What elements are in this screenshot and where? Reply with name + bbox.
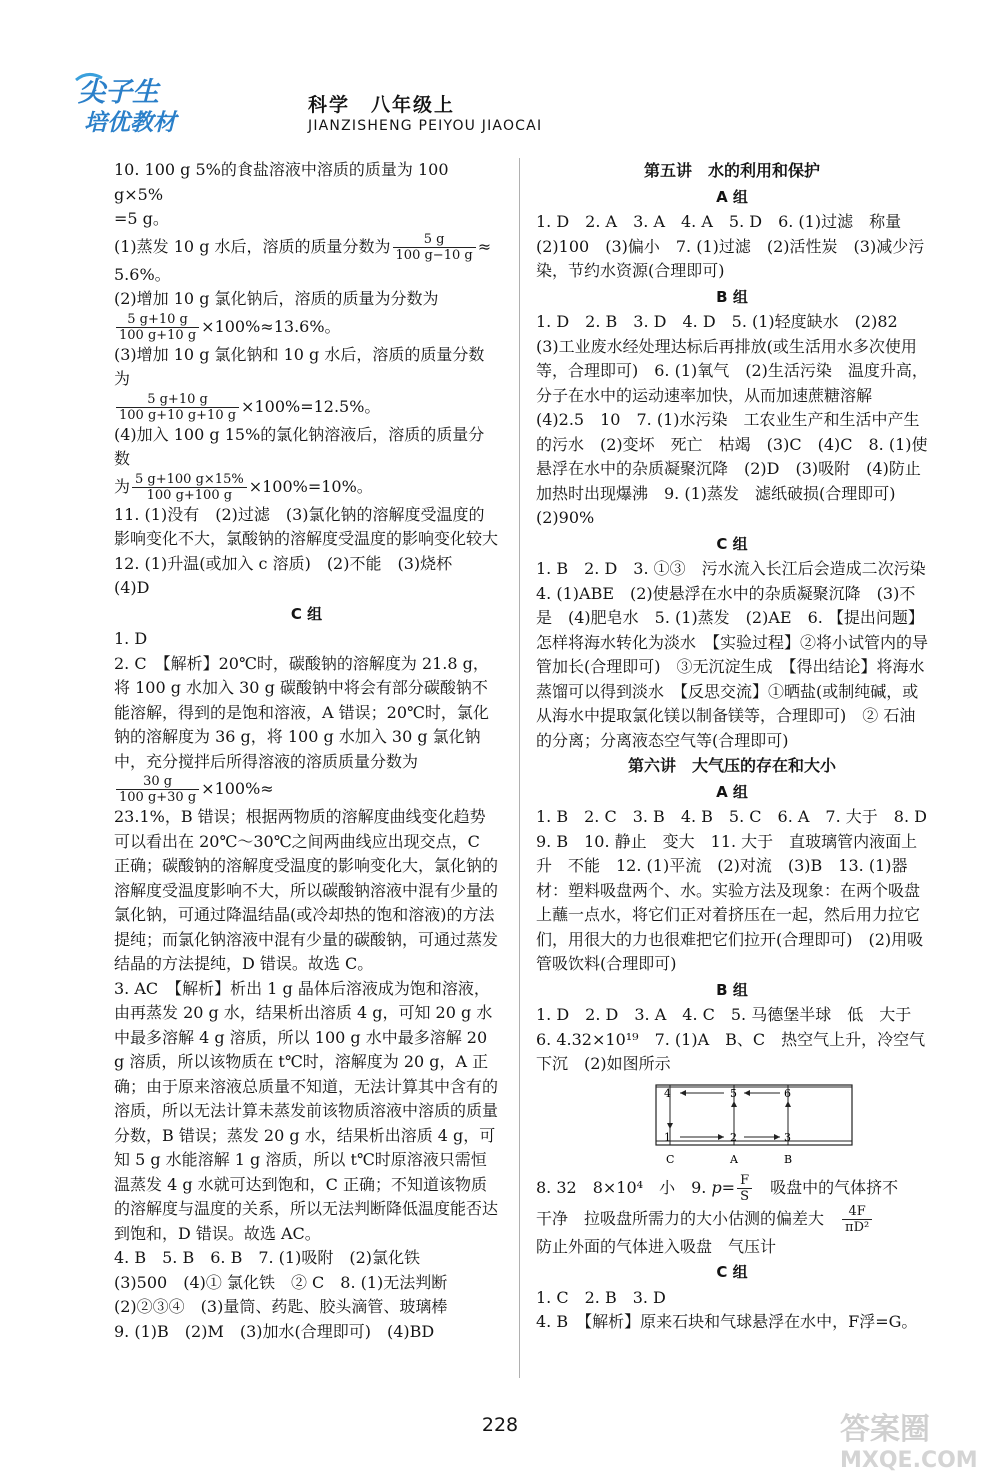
convection-diagram [654, 1081, 854, 1169]
q10-part3-result: ×100%=12.5%。 [241, 396, 381, 416]
lecture5-group-b: B 组 [716, 287, 748, 306]
fraction-5 [116, 774, 199, 805]
lecture5-group-c: C 组 [716, 534, 748, 553]
fraction-3-den: 100 g+10 g+10 g [119, 407, 237, 423]
brand-logo [70, 68, 220, 138]
q10-part4-prefix: 为 [114, 476, 131, 496]
fraction-3-num: 5 g+10 g [116, 392, 239, 408]
column-divider [519, 158, 520, 1378]
fraction-2-den: 100 g+10 g [119, 327, 197, 343]
b8-answer [536, 1173, 928, 1204]
c4-answer: 4. B 5. B 6. B 7. (1)吸附 (2)氯化铁 [114, 1248, 421, 1267]
c2-approx: ×100%≈ [201, 779, 274, 798]
c4-answer-2: (3)500 (4)① 氯化铁 ② C 8. (1)无法判断 [114, 1272, 448, 1292]
q10-line1: 10. 100 g 5%的食盐溶液中溶质的质量为 100 g×5% [114, 160, 449, 204]
fraction-2 [116, 312, 199, 343]
fraction-6-num: F [737, 1173, 752, 1189]
q10-part4: (4)加入 100 g 15%的氯化钠溶液后，溶质的质量分数 [114, 424, 485, 468]
c2-text: 2. C 【解析】20℃时，碳酸钠的溶解度为 21.8 g，将 100 g 水加入 30 g 碳酸钠中将会有部分碳酸钠不能溶解，得到的是饱和溶液，A 错误；20℃时，氯化钠的溶解度为 36 g，将 100 g 水加入 30 g 氯化钠中，充分搅拌后所得溶液的溶质质量分数为 [114, 653, 489, 771]
lecture5-a-answers: 1. D 2. A 3. A 4. A 5. D 6. (1)过滤 称量 (2)100 (3)偏小 7. (1)过滤 (2)活性炭 (3)减少污染，节约水资源(合理即可) [536, 212, 925, 280]
fraction-4 [132, 472, 247, 503]
q10-part4-formula [114, 472, 499, 503]
fraction-7 [842, 1204, 872, 1235]
q11-answer: 11. (1)没有 (2)过滤 (3)氯化钠的溶解度受温度的影响变化不大，氯酸钠的溶解度受温度的影响变化较大 [114, 504, 499, 548]
diagram-label-5: 5 [730, 1086, 737, 1100]
fraction-7-num: 4F [842, 1204, 872, 1220]
left-column [114, 158, 499, 1344]
c9-answer: 9. (1)B (2)M (3)加水(合理即可) (4)BD [114, 1321, 435, 1341]
fraction-3 [116, 392, 239, 423]
q12-answer: 12. (1)升温(或加入 c 溶质) (2)不能 (3)烧杯 (4)D [114, 553, 469, 597]
q10-part2: (2)增加 10 g 氯化钠后，溶质的质量为分数为 [114, 289, 439, 308]
subject-title: 科学 八年级上 [308, 94, 456, 116]
c3-answer: 3. AC 【解析】析出 1 g 晶体后溶液成为饱和溶液，由再蒸发 20 g 水，结果析出溶质 4 g，可知 20 g 水中最多溶解 4 g 溶质，所以 100 g 水中最多溶解 20 g 溶质，所以该物质在 t℃时，溶解度为 20 g，A 正确；由于原来溶液总质量不知道，无法计算其中含有的溶质，所以无法计算未蒸发前该物质溶液中溶质的质量分数，B 错误；蒸发 20 g 水，结果析出溶质 4 g，可知 5 g 水能溶解 1 g 溶质，所以 t℃时原溶液只需恒温蒸发 4 g 水就可达到饱和，C 正确；不知道该物质的溶解度与温度的关系，所以无法判断降低温度能否达到饱和，D 错误。故选 AC。 [114, 978, 499, 1243]
fraction-6-den: S [740, 1188, 750, 1204]
q10-part4-result: ×100%=10%。 [248, 476, 373, 496]
b8-text: 8. 32 8×10⁴ 小 9. [536, 1177, 712, 1197]
c4-answer-3: (2)②③④ (3)量筒、药匙、胶头滴管、玻璃棒 [114, 1297, 448, 1316]
right-column [536, 158, 943, 1335]
lecture6-group-b: B 组 [716, 980, 748, 999]
lecture6-group-a: A 组 [716, 782, 748, 801]
b8-text-2: 吸盘中的气体挤不 [754, 1177, 899, 1197]
q10-part2-formula [114, 312, 499, 343]
page-number: 228 [481, 1414, 519, 1436]
diagram-label-2: 2 [730, 1130, 737, 1144]
fraction-2-num: 5 g+10 g [116, 312, 199, 328]
lecture6-c4-answer: 4. B 【解析】原来石块和气球悬浮在水中，F浮=G。 [536, 1312, 918, 1331]
watermark-line1: 答案圈 [840, 1412, 930, 1447]
diagram-label-6: 6 [784, 1086, 791, 1100]
diagram-label-b: B [784, 1152, 793, 1166]
group-c-heading: C 组 [290, 604, 323, 623]
q10-part1-result: 5.6%。 [114, 264, 171, 284]
q10-part1-text: (1)蒸发 10 g 水后，溶质的质量分数为 [114, 236, 391, 256]
fraction-4-den: 100 g+100 g [146, 487, 233, 503]
fraction-5-num: 30 g [116, 774, 199, 790]
lecture6-c-answers: 1. C 2. B 3. D [536, 1287, 666, 1307]
diagram-label-3: 3 [784, 1130, 791, 1144]
lecture5-group-a: A 组 [716, 187, 748, 206]
q10-line2: =5 g。 [114, 209, 169, 228]
lecture5-title: 第五讲 水的利用和保护 [643, 161, 820, 180]
fraction-4-num: 5 g+100 g×15% [132, 472, 247, 488]
watermark-line2: MXQE.COM [840, 1448, 978, 1473]
c1-answer: 1. D [114, 629, 148, 648]
b8-continued [536, 1204, 928, 1235]
q10-part1-approx: ≈ [477, 236, 492, 256]
c2-answer [114, 652, 499, 806]
lecture6-b-answers: 1. D 2. D 3. A 4. C 5. 马德堡半球 低 大于 6. 4.32×10¹⁹ 7. (1)A B、C 热空气上升，冷空气下沉 (2)如图所示 [536, 1005, 928, 1073]
q10-part2-result: ×100%≈13.6%。 [201, 316, 341, 336]
diagram-label-c: C [666, 1152, 675, 1166]
q10-part3: (3)增加 10 g 氯化钠和 10 g 水后，溶质的质量分数为 [114, 344, 485, 388]
c2-continued: 23.1%，B 错误；根据两物质的溶解度曲线变化趋势可以看出在 20℃～30℃之间两曲线应出现交点，C 正确；碳酸钠的溶解度受温度的影响变化大，氯化钠的溶解度受温度影响不大，所以碳酸钠溶液中混有少量的氯化钠，可通过降温结晶(或冷却热的饱和溶液)的方法提纯；而氯化钠溶液中混有少量的碳酸钠，可通过蒸发结晶的方法提纯，D 错误。故选 C。 [114, 807, 499, 973]
lecture5-c-answers: 1. B 2. D 3. ①③ 污水流入长江后会造成二次污染 4. (1)ABE (2)使悬浮在水中的杂质凝聚沉降 (3)不是 (4)肥皂水 5. (1)蒸发 (2)AE 6. 【提出问题】怎样将海水转化为淡水 【实验过程】②将小试管内的导管加长(合理即可) ③无沉淀生成 【得出结论】将海水蒸馏可以得到淡水 【反思交流】①晒盐(或制纯碱，或从海水中提取氯化镁以制备镁等，合理即可) ② 石油的分离；分离液态空气等(合理即可) [536, 559, 942, 750]
q10-part3-formula [114, 392, 499, 423]
fraction-6 [737, 1173, 752, 1204]
lecture6-group-c: C 组 [716, 1263, 748, 1281]
fraction-1 [393, 232, 476, 263]
fraction-1-num: 5 g [393, 232, 476, 248]
fraction-5-den: 100 g+30 g [119, 790, 197, 805]
diagram-label-4: 4 [664, 1086, 671, 1100]
b8-text-3: 干净 拉吸盘所需力的大小估测的偏差大 [536, 1208, 825, 1228]
watermark-logo [834, 1405, 984, 1473]
lecture6-a-answers: 1. B 2. C 3. B 4. B 5. C 6. A 7. 大于 8. D 9. B 10. 静止 变大 11. 大于 直玻璃管内液面上升 不能 12. (1)平流 (2)对流 (3)B 13. (1)器材：塑料吸盘两个、水。实验方法及现象：在两个吸盘上蘸一点水，将它们正对着挤压在一起，然后用力拉它们，用很大的力也很难把它们拉开(合理即可) (2)用吸管吸饮料(合理即可) [536, 807, 943, 973]
lecture6-title: 第六讲 大气压的存在和大小 [627, 756, 836, 775]
logo-line2: 培优教材 [84, 110, 176, 136]
diagram-label-1: 1 [664, 1130, 671, 1144]
fraction-1-den: 100 g−10 g [395, 247, 473, 263]
page-header [70, 68, 950, 138]
diagram-label-a: A [730, 1152, 738, 1166]
logo-line1: 尖子生 [78, 77, 159, 108]
pressure-formula-prefix: p= [711, 1177, 736, 1197]
q10-part1 [114, 232, 499, 263]
b8-last-line: 防止外面的气体进入吸盘 气压计 [536, 1236, 777, 1256]
series-pinyin: JIANZISHENG PEIYOU JIAOCAI [308, 118, 543, 134]
fraction-7-den: πD² [845, 1219, 870, 1235]
lecture5-b-answers: 1. D 2. B 3. D 4. D 5. (1)轻度缺水 (2)82 (3)工业废水经处理达标后再排放(或生活用水多次使用等，合理即可) 6. (1)氧气 (2)生活污染 温度升高，分子在水中的运动速率加快，从而加速蔗糖溶解 (4)2.5 10 7. (1)水污染 工农业生产和生活中产生的污水 (2)变坏 死亡 枯竭 (3)C (4)C 8. (1)使悬浮在水中的杂质凝聚沉降 (2)D (3)吸附 (4)防止加热时出现爆沸 9. (1)蒸发 滤纸破损(合理即可) (2)90% [536, 312, 928, 527]
